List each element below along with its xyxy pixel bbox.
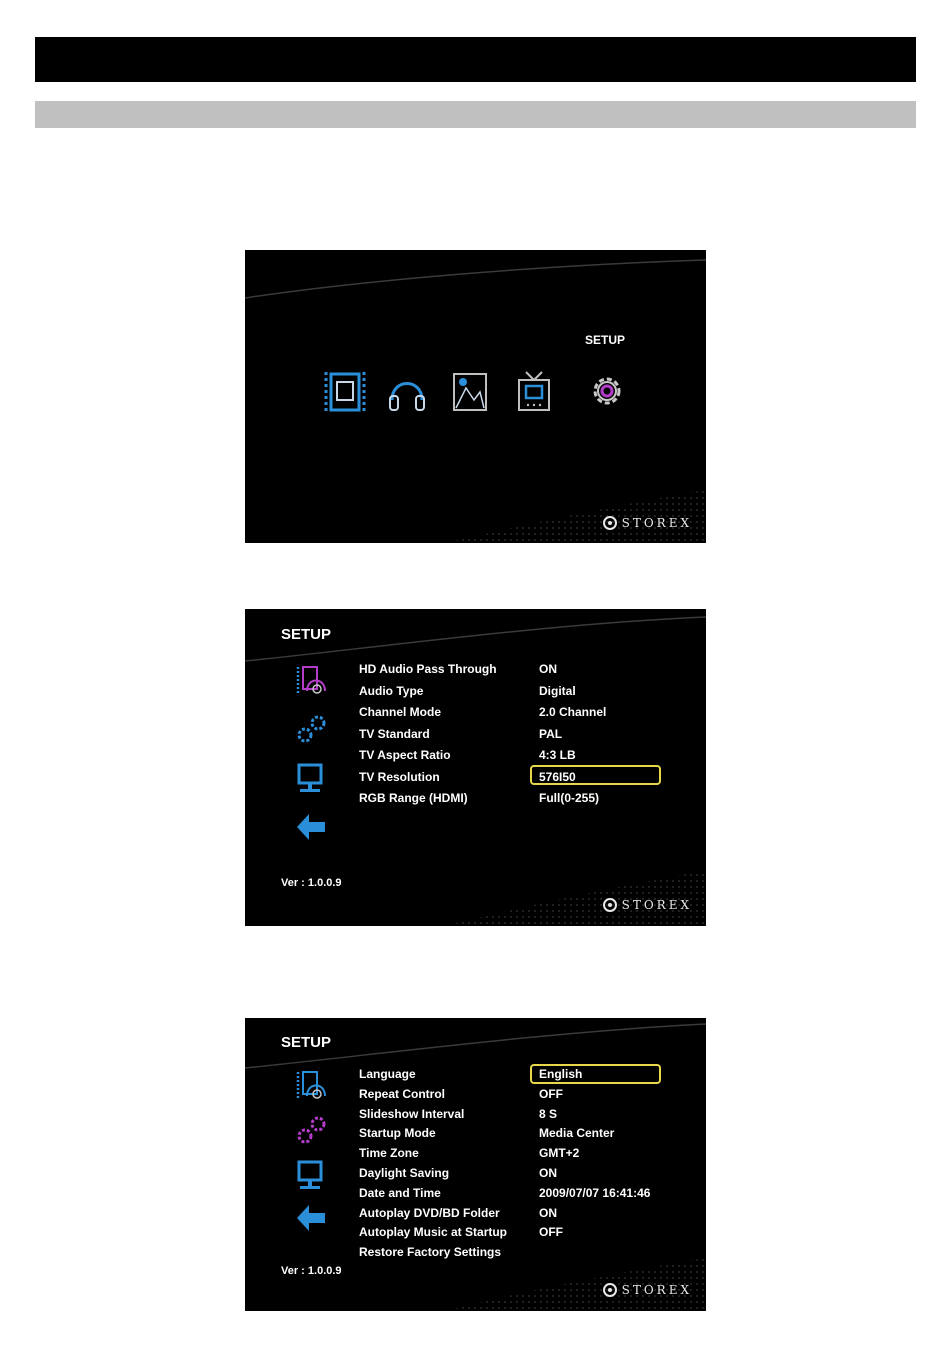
setting-value: Full(0-255) (539, 791, 600, 805)
setting-value: Digital (539, 683, 576, 698)
exit-arrow-icon[interactable] (295, 1203, 327, 1233)
storex-logo-icon (603, 898, 617, 912)
storex-logo-icon (603, 516, 617, 530)
storex-logo (603, 516, 692, 530)
network-setup-icon[interactable] (296, 763, 324, 795)
selected-item-label: SETUP (585, 333, 626, 347)
setting-name: Daylight Saving (359, 1166, 450, 1180)
gear-icon[interactable] (587, 371, 627, 411)
setting-name: Audio Type (359, 683, 424, 698)
audio-video-setup-icon[interactable] (295, 663, 327, 697)
setting-name: Startup Mode (359, 1126, 436, 1141)
setting-value: 576I50 (539, 769, 576, 784)
storex-logo-icon (603, 1283, 617, 1297)
setup-av-screen (245, 609, 706, 926)
setting-name: RGB Range (HDMI) (359, 791, 468, 805)
system-setup-icon[interactable] (295, 1114, 327, 1146)
storex-logo (603, 898, 692, 912)
logo-text: STOREX (621, 516, 692, 530)
setting-name: TV Resolution (359, 769, 440, 784)
version-label: Ver : 1.0.0.9 (281, 877, 342, 889)
setting-value: PAL (539, 726, 563, 741)
logo-text: STOREX (621, 898, 692, 912)
setting-value: ON (539, 662, 557, 676)
setting-name: Slideshow Interval (359, 1106, 465, 1121)
setting-name: TV Aspect Ratio (359, 748, 451, 762)
header-bar (35, 37, 916, 82)
headphones-icon[interactable] (387, 370, 427, 414)
setting-value: ON (539, 1166, 557, 1180)
setting-value: 8 S (539, 1106, 558, 1121)
setting-name: Channel Mode (359, 705, 442, 719)
setting-name: Autoplay DVD/BD Folder (359, 1205, 500, 1220)
setting-value: English (539, 1067, 583, 1081)
photo-icon[interactable] (452, 372, 488, 412)
setting-name: Language (359, 1067, 416, 1081)
setting-value: GMT+2 (539, 1146, 580, 1161)
exit-arrow-icon[interactable] (295, 812, 327, 842)
audio-video-setup-icon[interactable] (295, 1068, 327, 1102)
setting-value: ON (539, 1205, 557, 1220)
setting-name: TV Standard (359, 726, 430, 741)
setting-name: HD Audio Pass Through (359, 662, 497, 676)
storex-logo (603, 1283, 692, 1297)
setting-value: OFF (539, 1086, 563, 1101)
setup-title: SETUP (281, 626, 332, 643)
setting-name: Repeat Control (359, 1086, 446, 1101)
version-label: Ver : 1.0.0.9 (281, 1265, 342, 1277)
logo-text: STOREX (621, 1283, 692, 1297)
setting-name: Date and Time (359, 1185, 441, 1200)
setup-title: SETUP (281, 1034, 332, 1051)
network-setup-icon[interactable] (296, 1160, 324, 1192)
section-bar (35, 101, 916, 128)
setting-value: 4:3 LB (539, 748, 576, 762)
setting-name: Autoplay Music at Startup (359, 1225, 508, 1240)
setting-value: OFF (539, 1225, 563, 1240)
setup-system-screen (245, 1018, 706, 1311)
setting-value: 2009/07/07 16:41:46 (539, 1185, 651, 1200)
film-icon[interactable] (323, 368, 367, 416)
setting-value: Media Center (539, 1126, 615, 1141)
system-setup-icon[interactable] (295, 713, 327, 745)
setting-value: 2.0 Channel (539, 705, 607, 719)
setting-name: Restore Factory Settings (359, 1245, 502, 1260)
main-menu-screen (245, 250, 706, 543)
tv-icon[interactable] (516, 370, 552, 414)
setting-name: Time Zone (359, 1146, 419, 1161)
